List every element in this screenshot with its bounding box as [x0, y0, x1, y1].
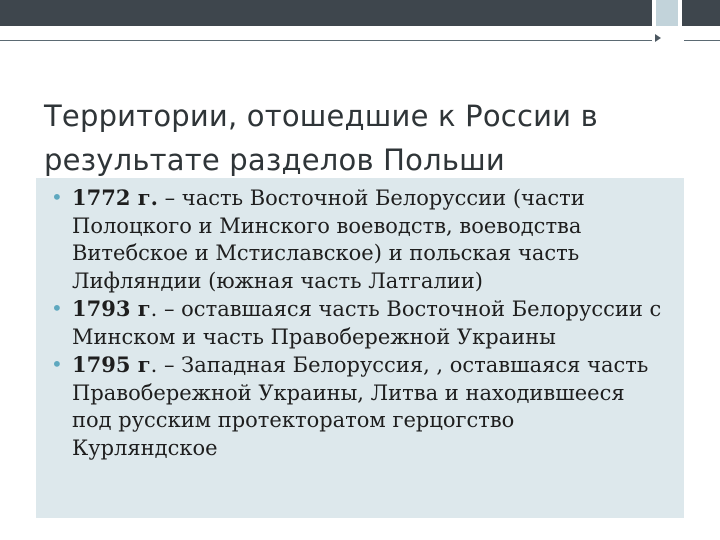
item-year: 1772 г.	[72, 185, 158, 210]
decor-line-right	[684, 40, 720, 41]
list-item	[51, 184, 666, 295]
bullet-dot-icon: •	[51, 352, 63, 376]
item-year: 1793 г	[72, 296, 151, 321]
bullet-dot-icon: •	[51, 185, 63, 209]
top-decor-accent	[656, 0, 678, 26]
content-box	[36, 178, 684, 518]
decor-line	[0, 40, 652, 41]
bullet-list	[51, 184, 666, 462]
list-item	[51, 295, 666, 351]
decor-marker-icon	[655, 34, 661, 42]
bullet-dot-icon: •	[51, 296, 63, 320]
item-year: 1795 г	[72, 352, 151, 377]
slide-title: Территории, отошедшие к России в результате разделов Польши	[44, 99, 598, 177]
item-text: – часть Восточной Белоруссии (части Полоцкого и Минского воеводств, воеводства Витебское и Мстиславское) и польская часть Лифляндии (южная часть Латгалии)	[72, 186, 585, 293]
item-text: . – оставшаяся часть Восточной Белоруссии с Минском и часть Правобережной Украины	[72, 297, 662, 349]
top-decor-bar-right	[682, 0, 720, 26]
list-item	[51, 351, 666, 462]
top-decor-bar	[0, 0, 652, 26]
item-text: . – Западная Белоруссия, , оставшаяся часть Правобережной Украины, Литва и находившееся под русским протекторатом герцогство Курляндское	[72, 353, 649, 460]
